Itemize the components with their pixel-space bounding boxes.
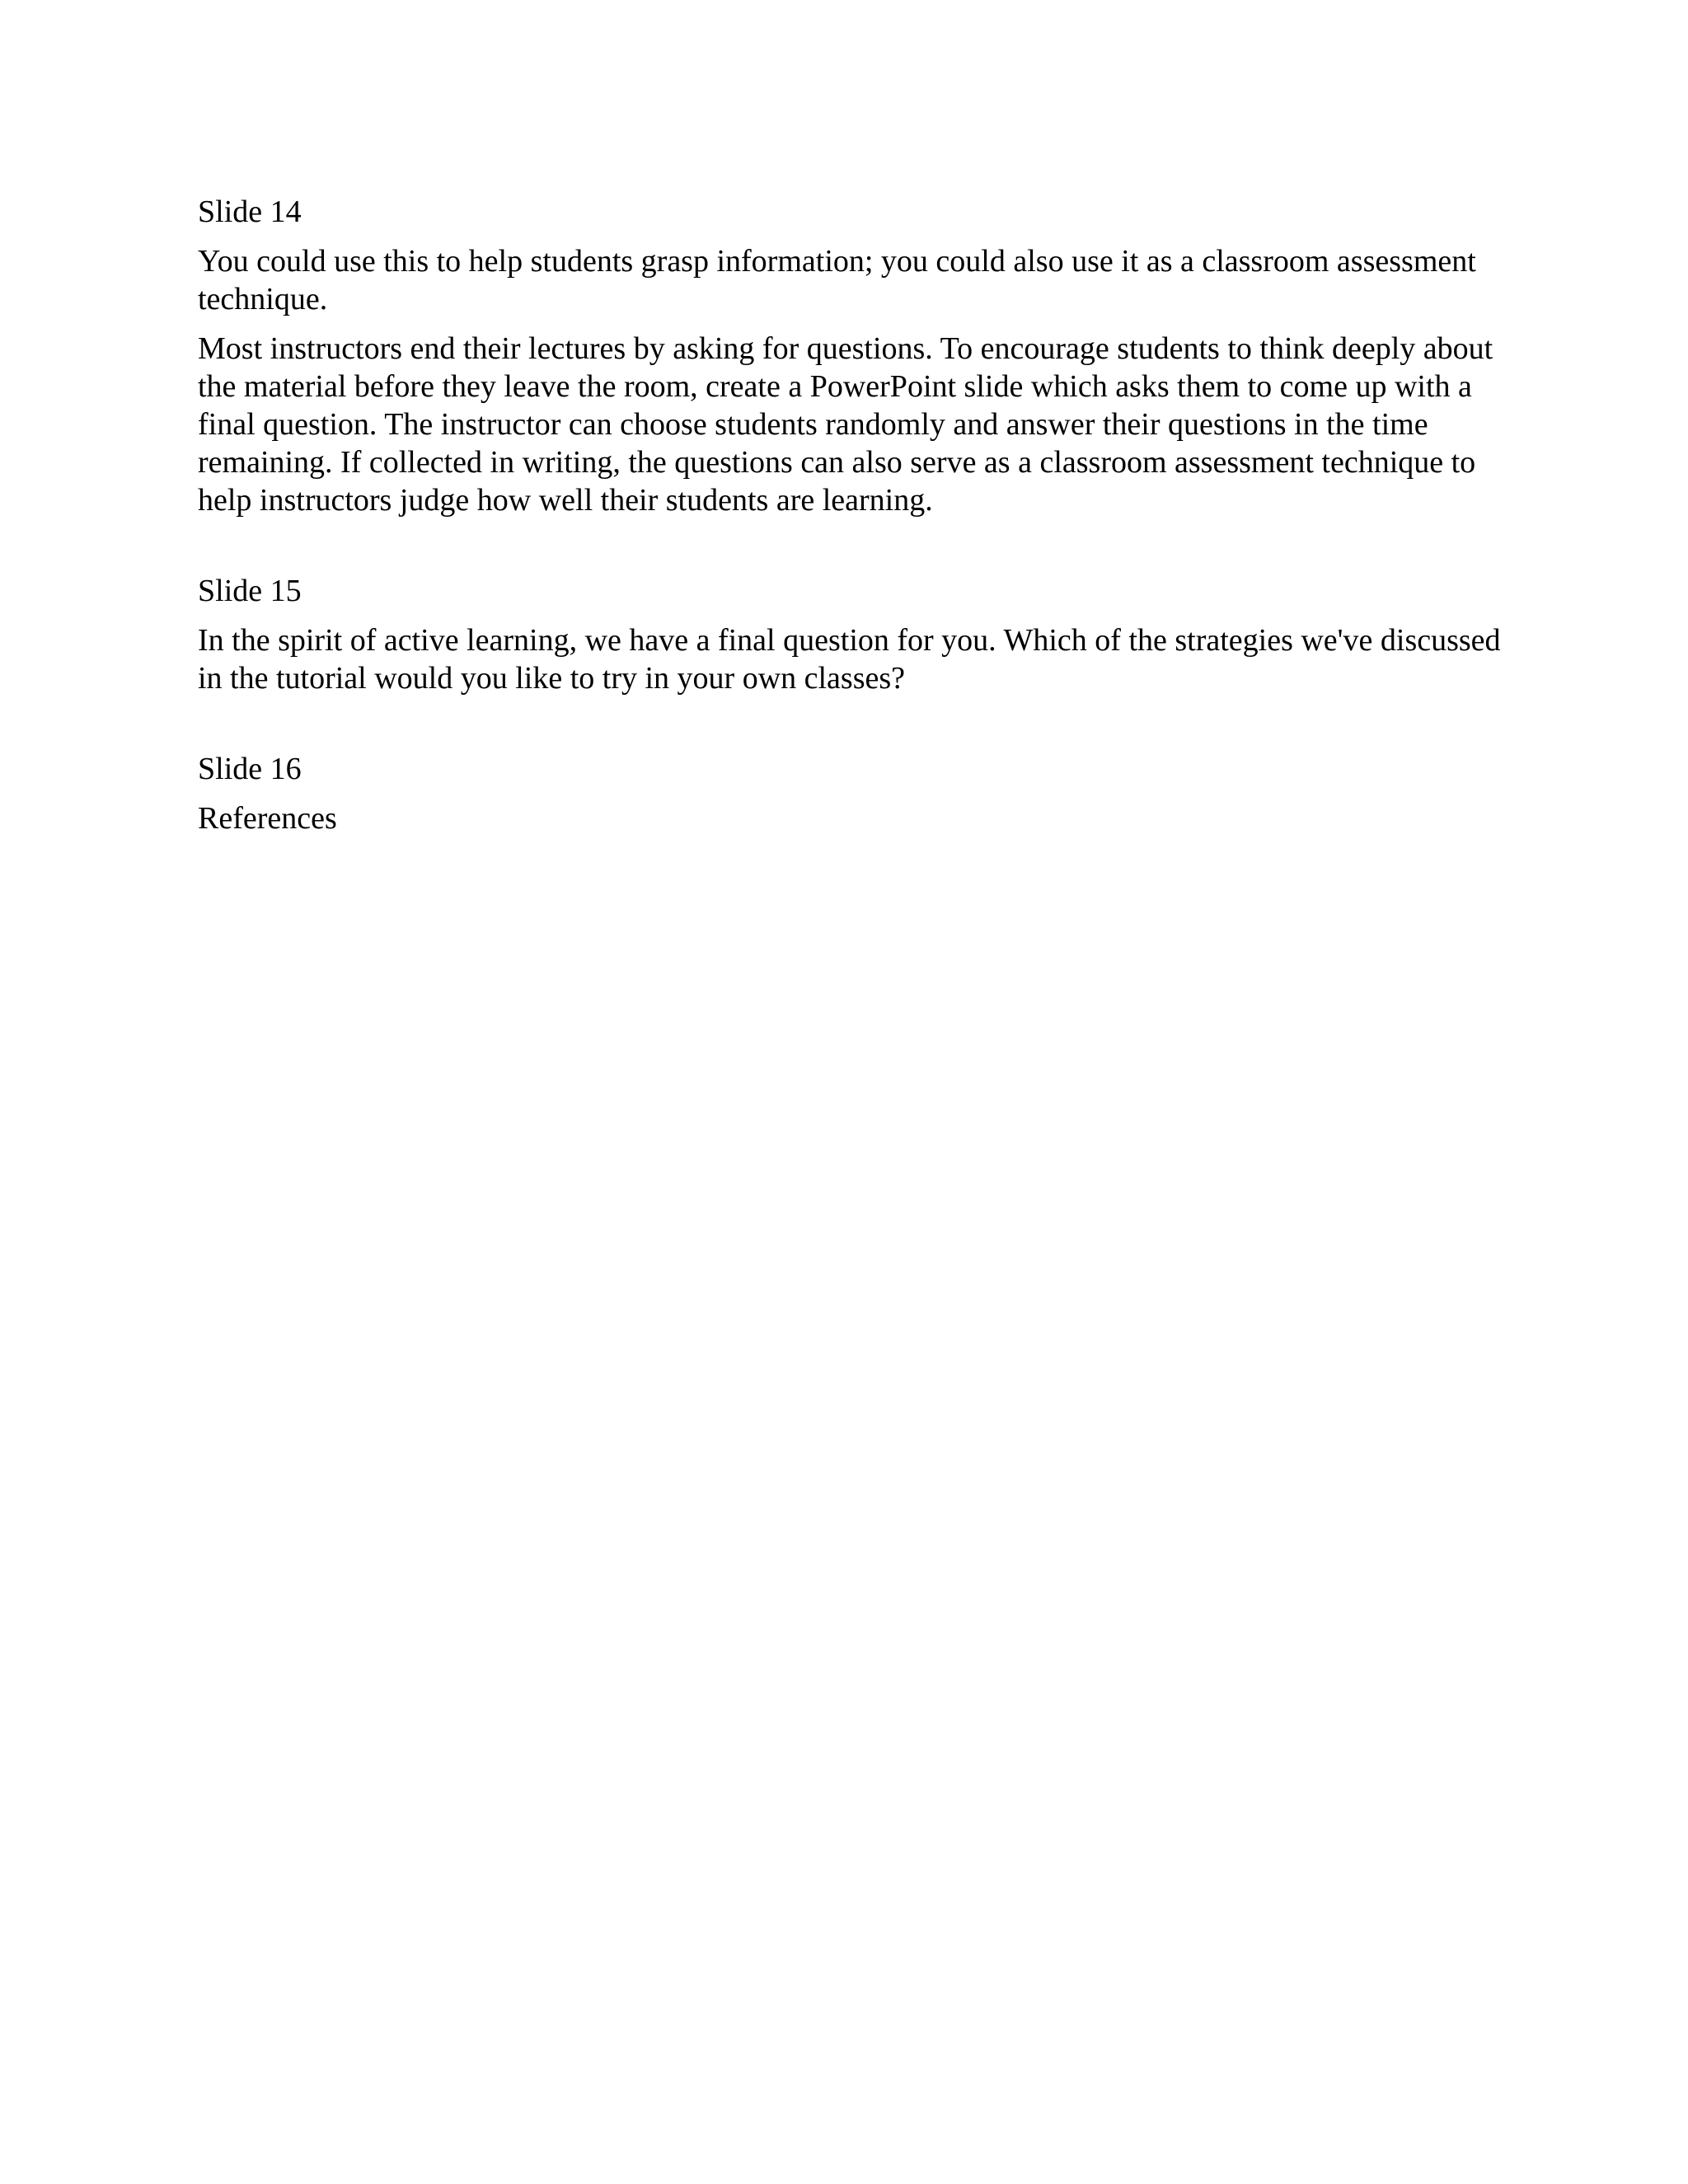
- paragraph: Most instructors end their lectures by asking for questions. To encourage students to think deeply about the material before they leave the room, create a PowerPoint slide which asks them to come up with a final question. The instructor can choose students randomly and answer their questions in the time remaining. If collected in writing, the questions can also serve as a classroom assessment technique to help instructors judge how well their students are learning.: [198, 331, 1493, 518]
- notes-content: [198, 193, 1517, 849]
- slide-heading: Slide 14: [198, 194, 302, 229]
- slide-16-notes: [198, 750, 1517, 837]
- slide-heading: Slide 16: [198, 752, 302, 786]
- paragraph: In the spirit of active learning, we have a final question for you. Which of the strategies we've discussed in the tutorial would you like to try in your own classes?: [198, 623, 1501, 696]
- paragraph: References: [198, 801, 337, 836]
- spacer: [198, 709, 1517, 750]
- spacer: [198, 531, 1517, 572]
- slide-15-notes: [198, 572, 1517, 697]
- slide-heading: Slide 15: [198, 574, 302, 608]
- slide-14-notes: [198, 193, 1517, 519]
- paragraph: You could use this to help students grasp information; you could also use it as a classroom assessment technique.: [198, 244, 1476, 316]
